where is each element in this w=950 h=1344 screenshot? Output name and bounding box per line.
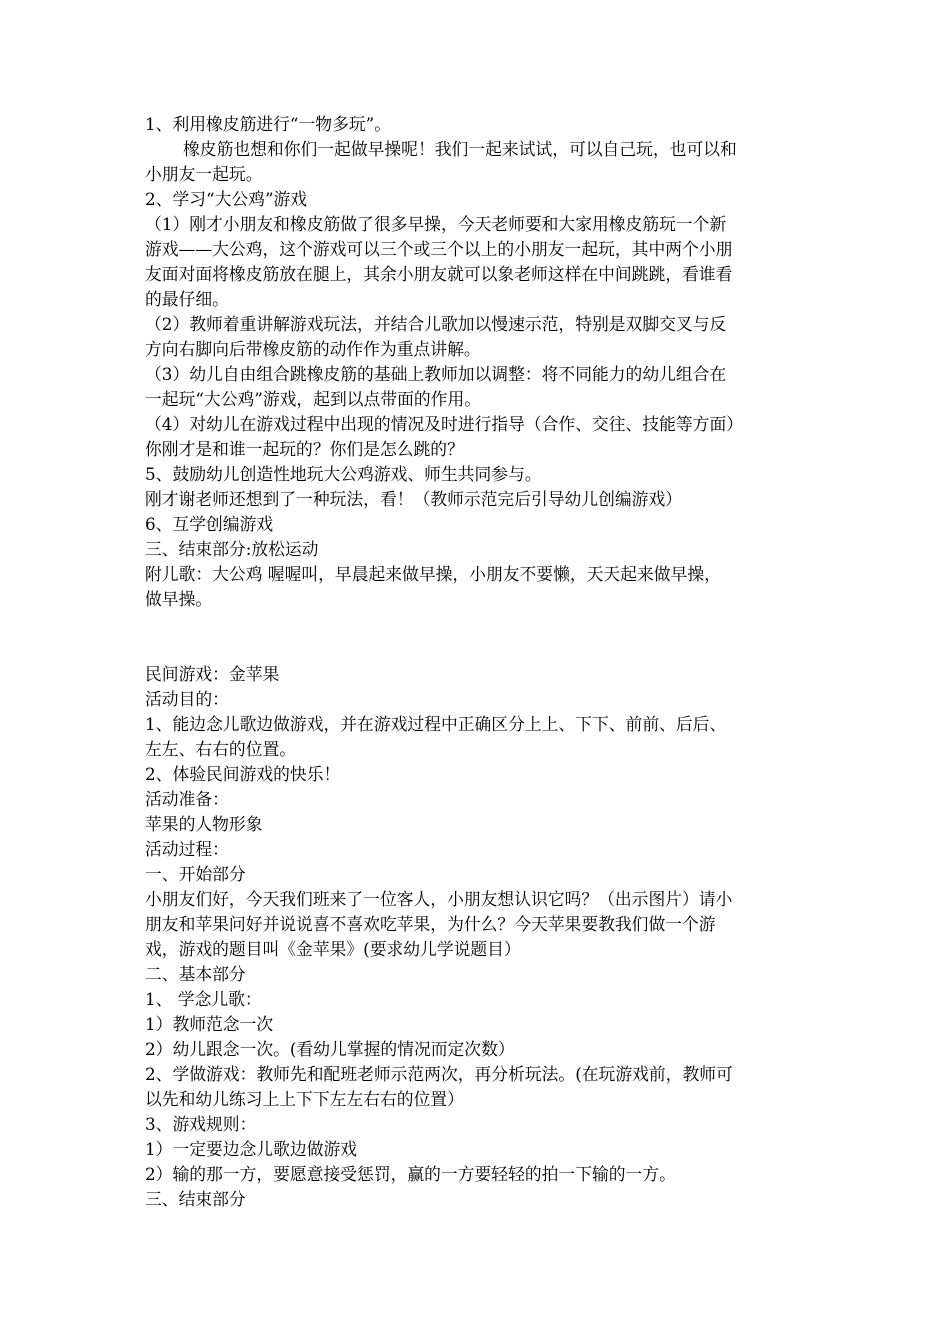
text-line: 2、学做游戏：教师先和配班老师示范两次，再分析玩法。(在玩游戏前，教师可 bbox=[145, 1064, 733, 1084]
section-title: 民间游戏：金苹果 bbox=[145, 664, 280, 684]
text-line: 小朋友一起玩。 bbox=[145, 164, 263, 184]
text-line: 活动过程： bbox=[145, 839, 229, 859]
text-line: 友面对面将橡皮筋放在腿上，其余小朋友就可以象老师这样在中间跳跳，看谁看 bbox=[145, 264, 733, 284]
text-line: 活动目的： bbox=[145, 689, 229, 709]
text-line: 刚才谢老师还想到了一种玩法，看！（教师示范完后引导幼儿创编游戏） bbox=[145, 489, 683, 509]
section-golden-apple-game bbox=[145, 662, 807, 1212]
text-line: 2、学习“大公鸡”游戏 bbox=[145, 189, 308, 209]
text-line: 的最仔细。 bbox=[145, 289, 229, 309]
text-line: 1）一定要边念儿歌边做游戏 bbox=[145, 1139, 358, 1159]
document-body bbox=[145, 112, 807, 1212]
text-line: 三、结束部分 bbox=[145, 1189, 246, 1209]
text-line: 2）输的那一方，要愿意接受惩罚，赢的一方要轻轻的拍一下输的一方。 bbox=[145, 1164, 676, 1184]
text-line: （2）教师着重讲解游戏玩法，并结合儿歌加以慢速示范，特别是双脚交叉与反 bbox=[145, 314, 727, 334]
text-line: 做早操。 bbox=[145, 589, 213, 609]
text-line: 1、能边念儿歌边做游戏，并在游戏过程中正确区分上上、下下、前前、后后、 bbox=[145, 714, 727, 734]
text-line: 5、鼓励幼儿创造性地玩大公鸡游戏、师生共同参与。 bbox=[145, 464, 542, 484]
text-line: 左左、右右的位置。 bbox=[145, 739, 297, 759]
text-line: 橡皮筋也想和你们一起做早操呢！我们一起来试试，可以自己玩，也可以和 bbox=[183, 139, 737, 159]
text-line: 三、结束部分:放松运动 bbox=[145, 539, 319, 559]
text-line: 小朋友们好，今天我们班来了一位客人，小朋友想认识它吗？（出示图片）请小 bbox=[145, 889, 733, 909]
text-line: 1）教师范念一次 bbox=[145, 1014, 274, 1034]
text-line: （3）幼儿自由组合跳橡皮筋的基础上教师加以调整：将不同能力的幼儿组合在 bbox=[145, 364, 727, 384]
text-line: 6、互学创编游戏 bbox=[145, 514, 274, 534]
text-line: 以先和幼儿练习上上下下左左右右的位置） bbox=[145, 1089, 464, 1109]
text-line: 戏，游戏的题目叫《金苹果》(要求幼儿学说题目） bbox=[145, 939, 521, 959]
text-line: 二、基本部分 bbox=[145, 964, 246, 984]
section-rubber-band-game bbox=[145, 112, 807, 612]
text-line: 1、利用橡皮筋进行“一物多玩”。 bbox=[145, 114, 391, 134]
text-line: 你刚才是和谁一起玩的？你们是怎么跳的？ bbox=[145, 439, 464, 459]
text-line: （4）对幼儿在游戏过程中出现的情况及时进行指导（合作、交往、技能等方面） bbox=[145, 414, 744, 434]
section-gap bbox=[145, 612, 807, 662]
text-line: 朋友和苹果问好并说说喜不喜欢吃苹果，为什么？今天苹果要教我们做一个游 bbox=[145, 914, 716, 934]
text-line: 2、体验民间游戏的快乐！ bbox=[145, 764, 341, 784]
text-line: 游戏——大公鸡，这个游戏可以三个或三个以上的小朋友一起玩，其中两个小朋 bbox=[145, 239, 733, 259]
text-line: （1）刚才小朋友和橡皮筋做了很多早操，今天老师要和大家用橡皮筋玩一个新 bbox=[145, 214, 727, 234]
text-line: 活动准备： bbox=[145, 789, 229, 809]
text-line: 方向右脚向后带橡皮筋的动作作为重点讲解。 bbox=[145, 339, 481, 359]
text-line: 苹果的人物形象 bbox=[145, 814, 263, 834]
text-line: 附儿歌：大公鸡 喔喔叫，早晨起来做早操，小朋友不要懒，天天起来做早操， bbox=[145, 564, 721, 584]
text-line: 2）幼儿跟念一次。(看幼儿掌握的情况而定次数） bbox=[145, 1039, 515, 1059]
text-line: 1、 学念儿歌： bbox=[145, 989, 262, 1009]
text-line: 一起玩“大公鸡”游戏，起到以点带面的作用。 bbox=[145, 389, 482, 409]
text-line: 一、开始部分 bbox=[145, 864, 246, 884]
text-line: 3、游戏规则： bbox=[145, 1114, 257, 1134]
